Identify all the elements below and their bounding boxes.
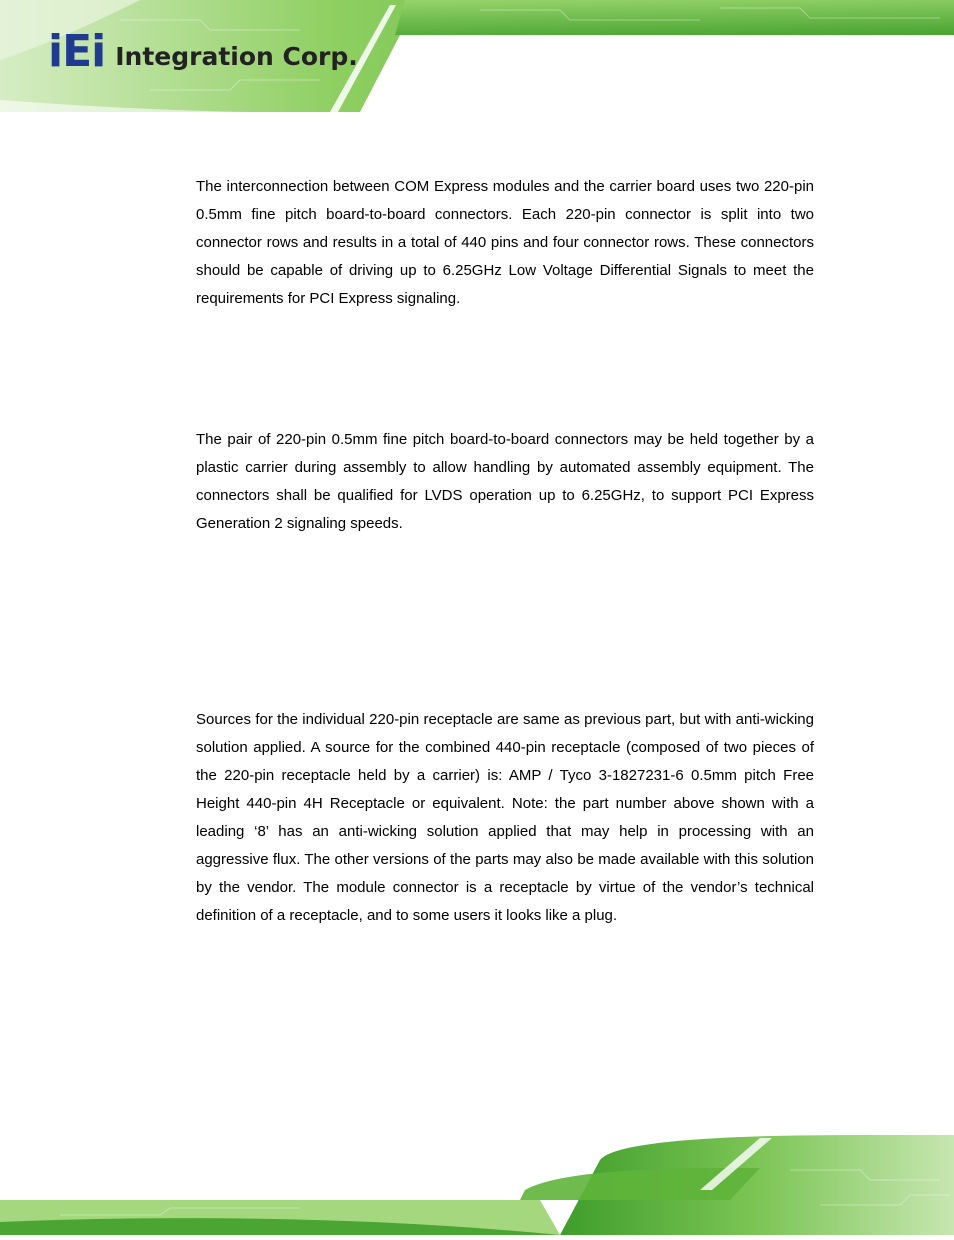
logo-wordmark: Integration Corp. xyxy=(115,42,358,71)
paragraph-text: Sources for the individual 220-pin receptacle are same as previous part, but with anti-wicking solution applied. A source for the combined 440-pin receptacle (composed of two pieces of the 220-pin receptacle held by a carrier) is: AMP / Tyco 3-1827231-6 0.5mm pitch Free Height 440-pin 4H Receptacle or equivalent. Note: the part number above shown with a leading ‘8’ has an anti-wicking solution applied that may help in processing with an aggressive flux. The other versions of the parts may also be made available with this solution by the vendor. The module connector is a receptacle by virtue of the vendor’s technical definition of a receptacle, and to some users it looks like a plug. xyxy=(196,711,814,924)
paragraph-connector-pair xyxy=(196,426,814,538)
footer-graphic xyxy=(0,1130,954,1235)
header-banner xyxy=(0,0,954,115)
footer-banner xyxy=(0,1130,954,1235)
paragraph-interconnection xyxy=(196,173,814,313)
company-logo xyxy=(48,26,358,77)
paragraph-text: The interconnection between COM Express modules and the carrier board uses two 220-pin 0.5mm fine pitch board-to-board connectors. Each 220-pin connector is split into two connector rows and results in a total of 440 pins and four connector rows. These connectors should be capable of driving up to 6.25GHz Low Voltage Differential Signals to meet the requirements for PCI Express signaling. xyxy=(196,178,814,307)
paragraph-text: The pair of 220-pin 0.5mm fine pitch board-to-board connectors may be held together by a plastic carrier during assembly to allow handling by automated assembly equipment. The connectors shall be qualified for LVDS operation up to 6.25GHz, to support PCI Express Generation 2 signaling speeds. xyxy=(196,431,814,532)
paragraph-sources xyxy=(196,706,814,930)
logo-mark: iEi xyxy=(48,26,106,77)
